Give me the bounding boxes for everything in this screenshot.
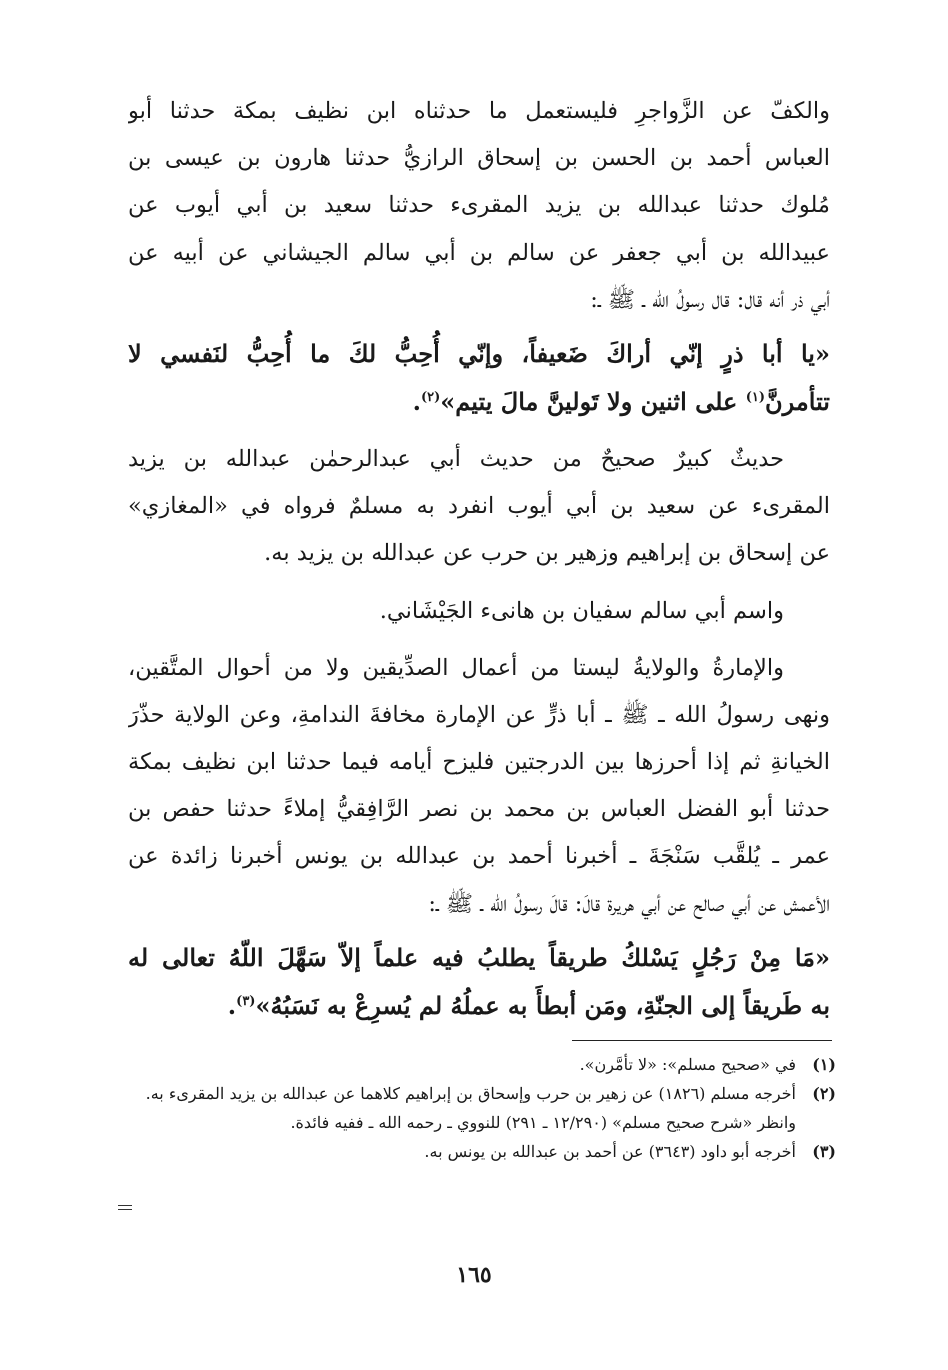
text-line: عبيدالله بن أبي جعفر عن سالم بن أبي سالم الجيشاني عن أبيه عن: [128, 239, 830, 266]
text-line: المقرىء عن سعيد بن أبي أيوب انفرد به مسلمٌ فرواه في «المغازي»: [128, 493, 830, 520]
text-line: أبي ذر أنه قال: قال رسولُ الله ـ ﷺ ـ:: [590, 286, 830, 313]
hadith-line: «يا أبا ذرٍ إنّي أراكَ ضَعيفاً، وإنّي أُحِبُّ لكَ ما أُحِبُّ لنَفسي لا: [128, 338, 830, 368]
hadith-text: به طَريقاً إلى الجنّةِ، ومَن أبطأَ به عملُهُ لم يُسرِعْ به نَسَبُهُ»: [255, 990, 830, 1020]
hadith-text: على اثنين ولا تَولينَّ مالَ يتيم»: [440, 386, 746, 416]
text-line: ونهى رسولُ الله ـ ﷺ ـ أبا ذرٍّ عن الإمارة مخافةَ الندامةِ، وعن الولاية حذّرَ: [128, 701, 830, 728]
footnote-number: (٢): [812, 1084, 836, 1103]
footnotes: [128, 1050, 836, 1166]
footnote-2-continuation: وانظر «شرح صحيح مسلم» (١٢/٢٩٠ ـ ٢٩١) للنووي ـ رحمه الله ـ ففيه فائدة.: [290, 1113, 796, 1132]
text-line: حدثنا أبو الفضل العباس بن محمد بن نصر الرَّافِقيُّ إملاءً حدثنا حفص بن: [128, 796, 830, 823]
footnote-number: (١): [812, 1055, 836, 1074]
hadith-quote-1: [128, 330, 830, 426]
text-line: عن إسحاق بن إبراهيم وزهير بن حرب عن عبدالله بن يزيد به.: [264, 540, 830, 567]
text-line: الأعمش عن أبي صالح عن أبي هريرة قالَ: قالَ رسولُ الله ـ ﷺ ـ:: [428, 890, 830, 917]
text-line: والإمارةُ والولايةُ ليستا من أعمال الصدِّيقين ولا من أحوال المتَّقين،: [128, 654, 784, 681]
hadith-text: تتأمرنَّ: [765, 386, 830, 416]
main-text: [128, 88, 830, 1030]
footnote-separator: [572, 1040, 832, 1041]
hadith-end: .: [227, 990, 237, 1020]
footnote-1: [128, 1050, 836, 1079]
margin-mark: [118, 1205, 132, 1210]
text-line: الخيانةِ ثم إذا أحرزها بين الدرجتين فليزح أيامه فيما حدثنا ابن نظيف بمكة: [128, 749, 830, 776]
footnote-text: أخرجه أبو داود (٣٦٤٣) عن أحمد بن عبدالله بن يونس به.: [424, 1142, 796, 1161]
footnote-ref-2[interactable]: (٢): [421, 389, 441, 405]
footnote-number: (٣): [812, 1142, 836, 1161]
footnote-text: في «صحيح مسلم»: «لا تأمَّرن».: [579, 1055, 796, 1074]
hadith-end: .: [412, 386, 421, 416]
text-line: واسم أبي سالم سفيان بن هانىء الجَيْشَاني.: [379, 597, 784, 624]
text-line: عمر ـ يُلقَّب سَنْجَةَ ـ أخبرنا أحمد بن عبدالله بن يونس أخبرنا زائدة عن: [128, 843, 830, 870]
text-line: مُلوك حدثنا عبدالله بن يزيد المقرىء حدثنا سعيد بن أبي أيوب عن: [128, 192, 830, 219]
text-line: حديثٌ كبيرٌ صحيحٌ من حديث أبي عبدالرحمٰن عبدالله بن يزيد: [128, 445, 784, 472]
footnote-text: أخرجه مسلم (١٨٢٦) عن زهير بن حرب وإسحاق بن إبراهيم كلاهما عن عبدالله بن يزيد المقرىء به.: [145, 1084, 796, 1103]
footnote-3: [128, 1137, 836, 1166]
footnote-ref-1[interactable]: (١): [745, 389, 766, 405]
page-number: ١٦٥: [456, 1262, 492, 1288]
text-line: والكفّ عن الزَّواجرِ فليستعمل ما حدثناه ابن نظيف بمكة حدثنا أبو: [128, 98, 830, 124]
paragraph-name: [128, 588, 830, 635]
footnote-2: [128, 1079, 836, 1108]
footnote-ref-3[interactable]: (٣): [236, 993, 256, 1009]
hadith-line: [128, 982, 830, 1030]
paragraph-grading: [128, 436, 830, 578]
hadith-line: [128, 378, 830, 426]
paragraph-isnad-1: [128, 88, 830, 324]
paragraph-isnad-2: [128, 645, 830, 928]
hadith-quote-2: [128, 934, 830, 1030]
text-line: العباس أحمد بن الحسن بن إسحاق الرازيُّ حدثنا هارون بن عيسى بن: [128, 145, 830, 172]
hadith-line: «مَا مِنْ رَجُلٍ يَسْلكُ طريقاً يطلبُ فيه علماً إلاّ سَهَّلَ اللّهُ تعالى له: [128, 942, 830, 972]
